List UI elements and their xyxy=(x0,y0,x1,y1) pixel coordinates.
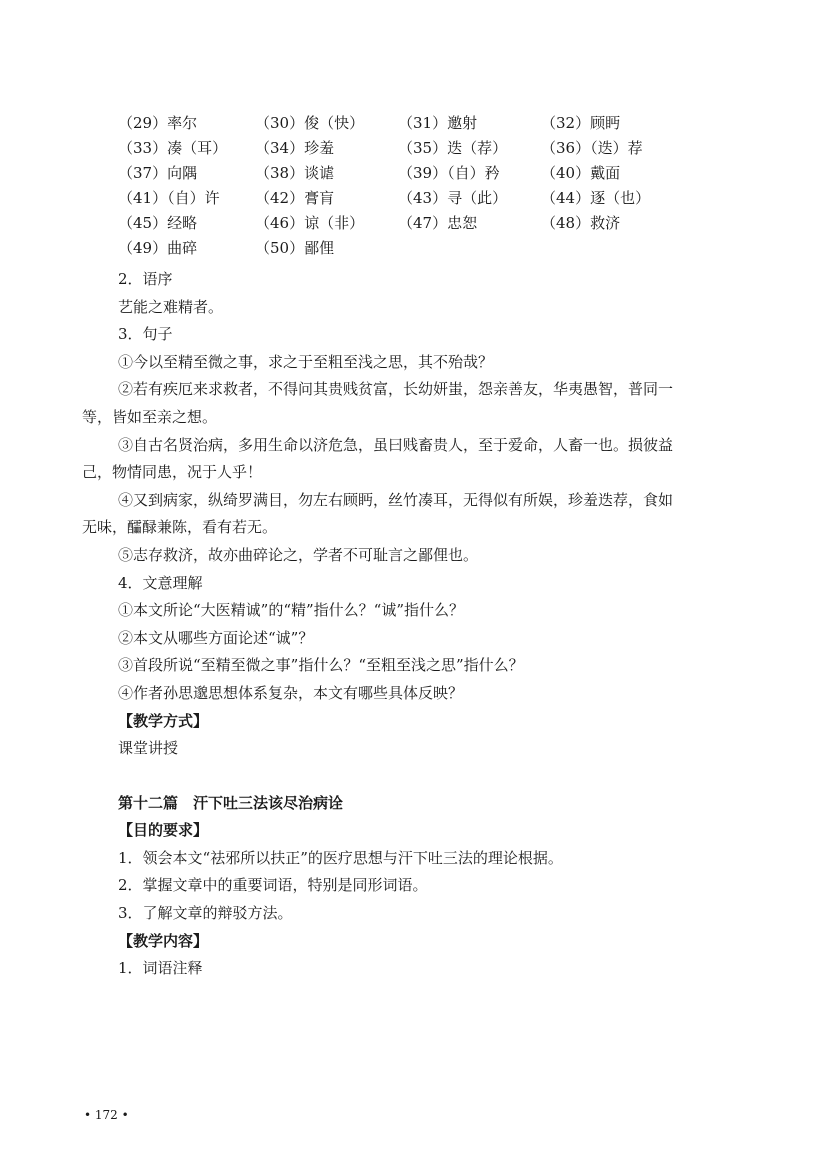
vocab-term: （44）逐（也） xyxy=(541,189,651,207)
question-item: ③首段所说“至精至微之事”指什么？“至粗至浅之思”指什么？ xyxy=(118,656,524,675)
vocab-term: （49）曲碎 xyxy=(118,239,198,257)
vocab-term: （37）向隅 xyxy=(118,164,198,182)
chapter-title: 第十二篇 汗下吐三法该尽治病诠 xyxy=(118,793,344,812)
vocab-term: （40）戴面 xyxy=(541,164,621,182)
vocab-term: （39）（自）矜 xyxy=(398,164,500,182)
vocabulary-grid xyxy=(118,111,758,261)
section-heading-word-order: 2．语序 xyxy=(118,270,173,288)
sentence-line: ④又到病家，纵绮罗满目，勿左右顾眄，丝竹凑耳，无得似有所娱，珍羞迭荐，食如 xyxy=(118,490,674,509)
vocab-row xyxy=(118,136,758,161)
vocab-term: （43）寻（此） xyxy=(398,189,508,207)
question-item: ④作者孙思邈思想体系复杂，本文有哪些具体反映？ xyxy=(118,683,464,702)
vocab-row xyxy=(118,111,758,136)
teaching-method-text: 课堂讲授 xyxy=(118,739,179,758)
sentence-line: ③自古名贤治病，多用生命以济危急，虽曰贱畜贵人，至于爱命，人畜一也。损彼益 xyxy=(118,435,674,454)
question-item: ②本文从哪些方面论述“诚”？ xyxy=(118,628,314,647)
goals-heading: 【目的要求】 xyxy=(118,821,209,840)
vocab-term: （42）膏肓 xyxy=(255,189,335,207)
section-heading-comprehension: 4．文意理解 xyxy=(118,573,203,592)
vocab-term: （45）经略 xyxy=(118,214,198,232)
word-order-text: 艺能之难精者。 xyxy=(118,297,224,316)
vocab-term: （32）顾眄 xyxy=(541,114,621,132)
sentence-line: ②若有疾厄来求救者，不得问其贵贱贫富，长幼妍蚩，怨亲善友，华夷愚智，普同一 xyxy=(118,380,674,399)
vocab-term: （48）救济 xyxy=(541,214,621,232)
vocab-term: （46）谅（非） xyxy=(255,214,365,232)
vocab-term: （30）俊（快） xyxy=(255,114,365,132)
teaching-method-heading: 【教学方式】 xyxy=(118,711,209,730)
vocab-row xyxy=(118,236,758,261)
question-item: ①本文所论“大医精诚”的“精”指什么？“诚”指什么？ xyxy=(118,601,465,620)
vocab-term: （31）邀射 xyxy=(398,114,478,132)
vocab-row xyxy=(118,161,758,186)
content-item: 1．词语注释 xyxy=(118,959,203,978)
vocab-term: （29）率尔 xyxy=(118,114,198,132)
vocab-term: （36）（迭）荐 xyxy=(541,139,643,157)
vocab-term: （38）谈谑 xyxy=(255,164,335,182)
vocab-term: （41）（自）许 xyxy=(118,189,220,207)
goal-item: 1．领会本文“祛邪所以扶正”的医疗思想与汗下吐三法的理论根据。 xyxy=(118,848,563,867)
vocab-row xyxy=(118,186,758,211)
sentence-line: 己，物情同患，况于人乎！ xyxy=(82,463,263,482)
page-number: • 172 • xyxy=(84,1108,129,1122)
goal-item: 3．了解文章的辩驳方法。 xyxy=(118,904,293,923)
vocab-term: （34）珍羞 xyxy=(255,139,335,157)
vocab-term: （33）凑（耳） xyxy=(118,139,228,157)
section-heading-sentences: 3．句子 xyxy=(118,325,173,344)
vocab-term: （50）鄙俚 xyxy=(255,239,335,257)
sentence-line: 等，皆如至亲之想。 xyxy=(82,407,218,426)
content-heading: 【教学内容】 xyxy=(118,931,209,950)
goal-item: 2．掌握文章中的重要词语，特别是同形词语。 xyxy=(118,876,428,895)
sentence-line: ⑤志存救济，故亦曲碎论之，学者不可耻言之鄙俚也。 xyxy=(118,545,479,564)
sentence-line: 无味，醽醁兼陈，看有若无。 xyxy=(82,518,278,537)
body-text xyxy=(82,266,746,983)
vocab-term: （47）忠恕 xyxy=(398,214,478,232)
vocab-term: （35）迭（荐） xyxy=(398,139,508,157)
sentence-line: ①今以至精至微之事，求之于至粗至浅之思，其不殆哉？ xyxy=(118,352,494,371)
vocab-row xyxy=(118,211,758,236)
